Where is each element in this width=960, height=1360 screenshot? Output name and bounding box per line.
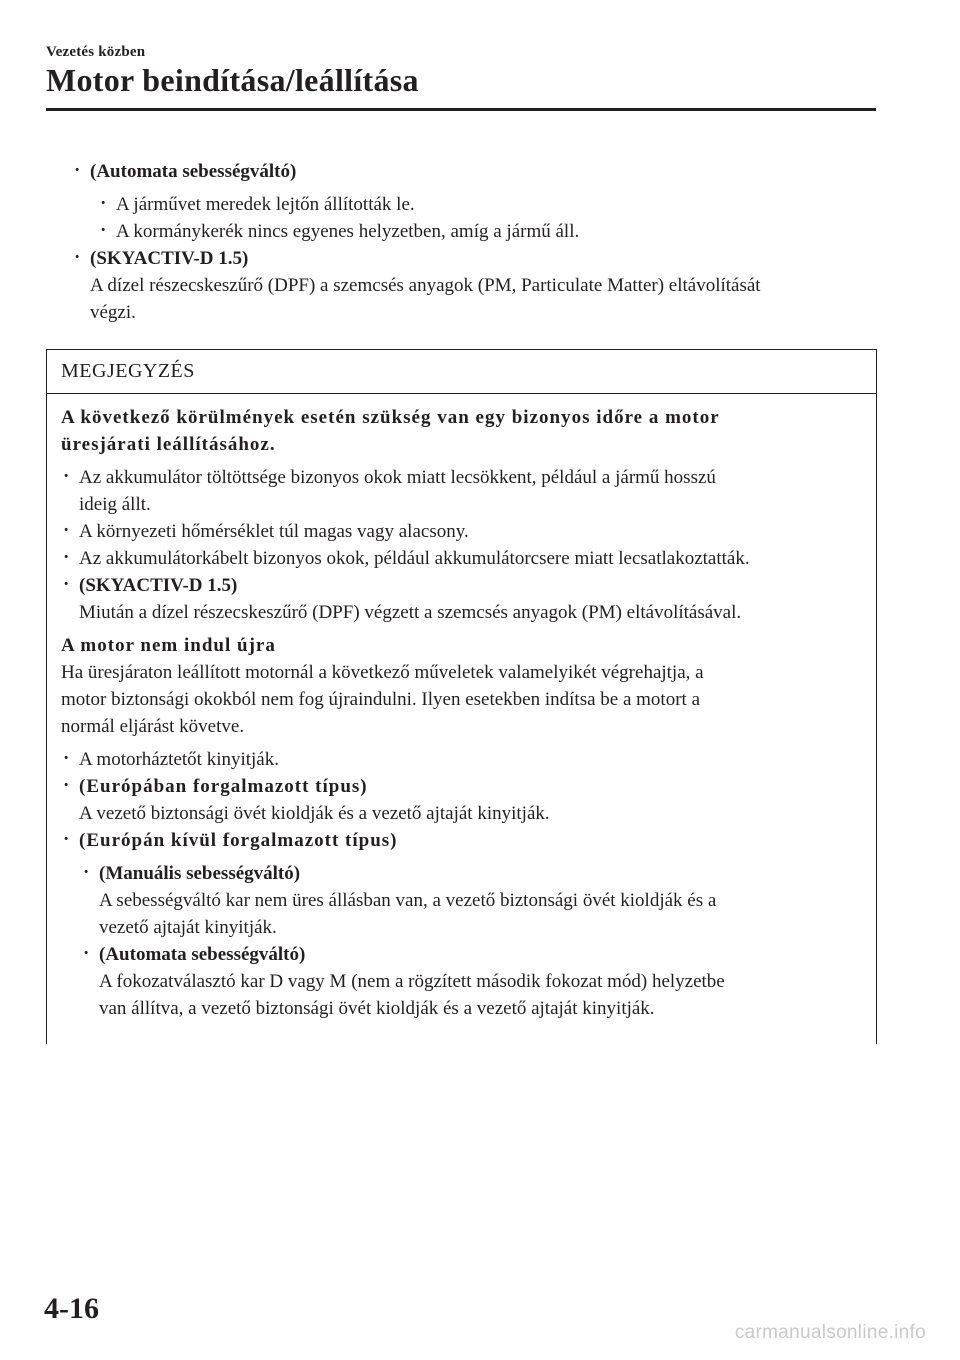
list-item: · Az akkumulátorkábelt bizonyos okok, például akkumulátorcsere miatt lecsatlakoztatták.	[61, 545, 862, 572]
top-list	[46, 158, 876, 326]
restart-paragraph: normál eljárást követve.	[61, 716, 245, 737]
automatic-transmission-heading: · (Automata sebességváltó)	[72, 158, 876, 185]
list-item: · A járművet meredek lejtőn állították le.	[98, 191, 876, 218]
europe-heading: · (Európában forgalmazott típus)	[61, 773, 862, 800]
skyactiv-text: A dízel részecskeszűrő (DPF) a szemcsés anyagok (PM, Particulate Matter) eltávolítását	[90, 275, 761, 296]
europe-text: A vezető biztonsági övét kioldják és a vezető ajtaját kinyitják.	[79, 803, 550, 824]
skyactiv-heading: · (SKYACTIV-D 1.5)	[61, 572, 862, 599]
skyactiv-text-cont: végzi.	[90, 302, 136, 323]
restart-paragraph: Ha üresjáraton leállított motornál a következő műveletek valamelyikét végrehajtja, a	[61, 662, 704, 683]
list-item: · Az akkumulátor töltöttsége bizonyos okok miatt lecsökkent, például a jármű hosszú	[61, 464, 862, 491]
list-item: · A motorháztetőt kinyitják.	[61, 746, 862, 773]
note-intro-cont: üresjárati leállításához.	[61, 434, 276, 455]
note-box	[46, 349, 877, 1044]
skyactiv-heading: · (SKYACTIV-D 1.5)	[72, 245, 876, 272]
page-title: Motor beindítása/leállítása	[46, 62, 419, 98]
title-divider	[46, 108, 876, 111]
list-item-cont: ideig állt.	[79, 494, 151, 515]
outside-europe-heading: · (Európán kívül forgalmazott típus)	[61, 827, 862, 854]
page-number: 4-16	[44, 1292, 99, 1325]
section-label: Vezetés közben	[46, 44, 146, 60]
list-item: · A környezeti hőmérséklet túl magas vagy alacsony.	[61, 518, 862, 545]
note-header: MEGJEGYZÉS	[47, 350, 876, 394]
watermark: carmanualsonline.info	[734, 1322, 926, 1343]
manual-text: A sebességváltó kar nem üres állásban van, a vezető biztonsági övét kioldják és a	[99, 890, 717, 911]
list-item: · A kormánykerék nincs egyenes helyzetben, amíg a jármű áll.	[98, 218, 876, 245]
restart-heading: A motor nem indul újra	[61, 635, 276, 656]
automatic-text-cont: van állítva, a vezető biztonsági övét kioldják és a vezető ajtaját kinyitják.	[99, 998, 655, 1019]
note-body	[47, 394, 876, 1022]
automatic-text: A fokozatválasztó kar D vagy M (nem a rögzített második fokozat mód) helyzetbe	[99, 971, 725, 992]
list-item-cont: Miután a dízel részecskeszűrő (DPF) végzett a szemcsés anyagok (PM) eltávolításával.	[79, 602, 742, 623]
note-intro: A következő körülmények esetén szükség van egy bizonyos időre a motor	[61, 407, 720, 428]
manual-transmission-heading: · (Manuális sebességváltó)	[81, 860, 862, 887]
restart-paragraph: motor biztonsági okokból nem fog újraindulni. Ilyen esetekben indítsa be a motort a	[61, 689, 700, 710]
manual-text-cont: vezető ajtaját kinyitják.	[99, 917, 277, 938]
automatic-transmission-heading: · (Automata sebességváltó)	[81, 941, 862, 968]
